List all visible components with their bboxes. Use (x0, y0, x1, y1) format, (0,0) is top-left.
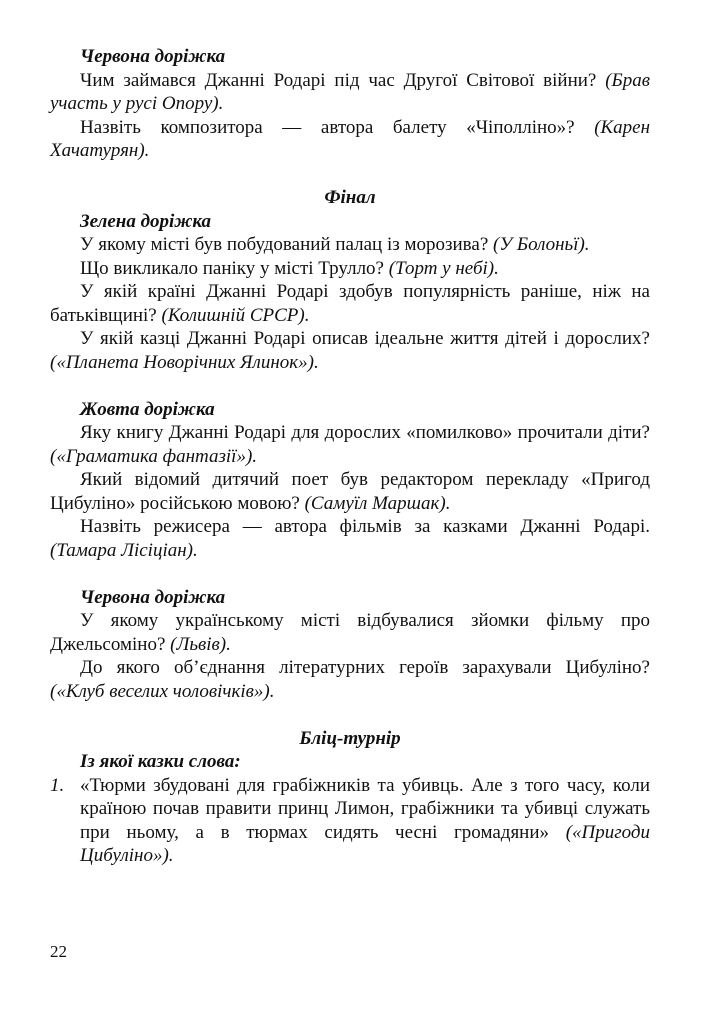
question: До якого об’єднання літературних героїв зарахували Цибуліно? («Клуб веселих чоловічків»). (50, 657, 650, 702)
list-number: 1. (50, 774, 65, 796)
answer: (Торт у небі). (388, 257, 499, 279)
page-number: 22 (50, 942, 67, 961)
answer: («Клуб веселих чоловічків»). (50, 680, 275, 702)
answer: (У Болоньї). (493, 234, 590, 255)
answer: (Колишній СРСР). (161, 304, 310, 326)
answer: («Граматика фантазії»). (50, 445, 258, 467)
answer: (Самуїл Маршак). (304, 492, 451, 514)
question: У якому українському місті відбувалися зйомки фільму про Джельсоміно? (Львів). (50, 610, 650, 655)
answer: (Карен Хачатурян). (50, 116, 651, 161)
answer: (Брав участь у русі Опору). (50, 69, 651, 114)
question: Чим займався Джанні Родарі під час Другої Світової війни? (Брав участь у русі Опору). (50, 69, 651, 114)
section-heading-red-1: Червона доріжка (80, 46, 226, 67)
document-page (50, 45, 650, 868)
list-item (50, 774, 650, 868)
blitz-title: Бліц-турнір (299, 727, 401, 749)
answer: (Львів). (170, 633, 231, 655)
question: У якій країні Джанні Родарі здобув популярність раніше, ніж на батьківщині? (Колишній СРСР). (50, 281, 650, 326)
question: Назвіть режисера — автора фільмів за казками Джанні Родарі. (Тамара Лісіціан). (50, 516, 650, 561)
list-text: «Тюрми збудовані для грабіжників та убивць. Але з того часу, коли країною почав правити принц Лимон, грабіжники та убивці служать при ньому, а в тюрмах сидять чесні громадяни» («Пригоди Цибуліно»). (80, 774, 651, 866)
question: У якій казці Джанні Родарі описав ідеальне життя дітей і дорослих? («Планета Новорічних Ялинок»). (50, 328, 650, 373)
answer: («Пригоди Цибуліно»). (80, 821, 651, 866)
section-heading-yellow: Жовта доріжка (80, 398, 215, 420)
final-title: Фінал (324, 187, 376, 208)
question: Що викликало паніку у місті Трулло? (Торт у небі). (80, 257, 499, 279)
question: Назвіть композитора — автора балету «Чіполліно»? (Карен Хачатурян). (50, 116, 651, 161)
answer: (Тамара Лісіціан). (50, 539, 198, 561)
section-heading-green: Зелена доріжка (80, 210, 212, 232)
question: Яку книгу Джанні Родарі для дорослих «помилково» прочитали діти? («Граматика фантазії»). (50, 422, 650, 467)
answer: («Планета Новорічних Ялинок»). (50, 351, 319, 373)
section-heading-red-2: Червона доріжка (80, 586, 226, 608)
question: У якому місті був побудований палац із морозива? (У Болоньї). (80, 234, 590, 255)
question: Який відомий дитячий поет був редактором перекладу «Пригод Цибуліно» російською мовою? (Самуїл Маршак). (50, 469, 650, 514)
blitz-subheading: Із якої казки слова: (80, 751, 241, 772)
